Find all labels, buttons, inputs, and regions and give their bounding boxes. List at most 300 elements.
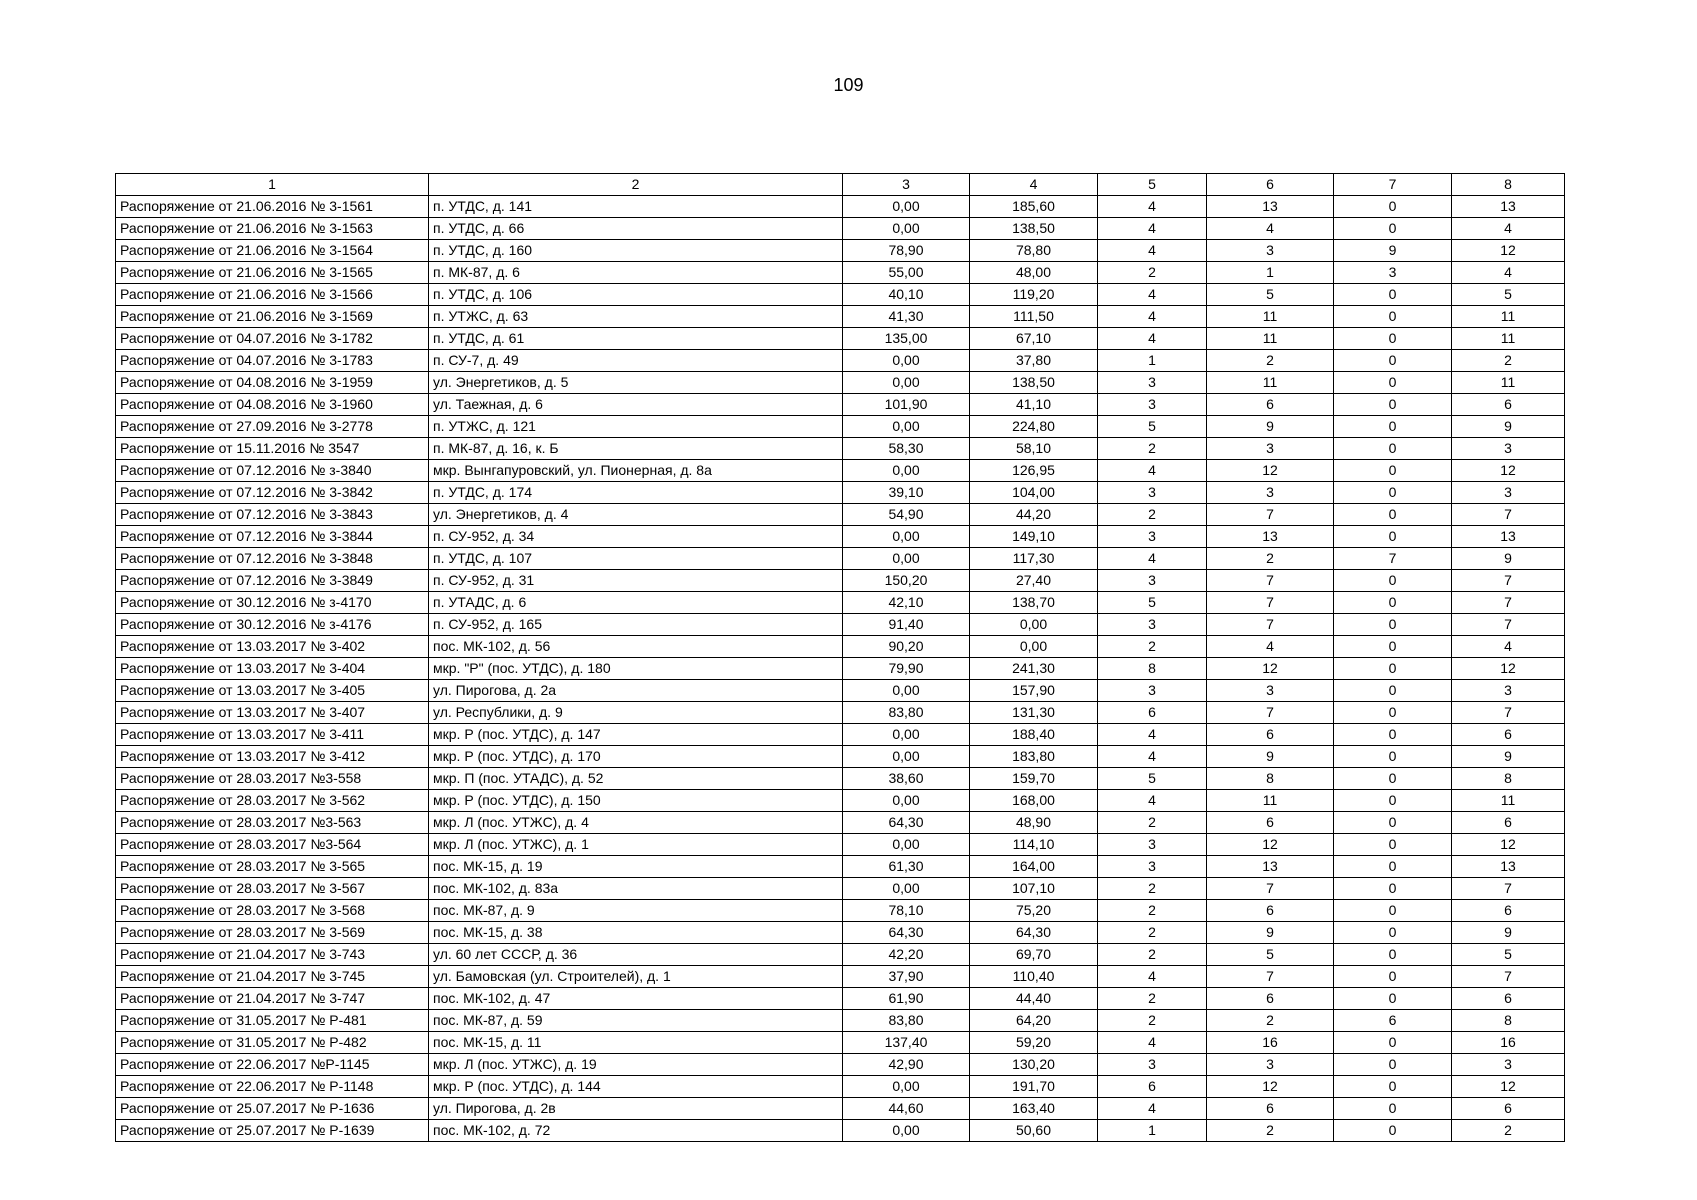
col3-cell: 78,10 [843, 900, 970, 922]
col5-cell: 2 [1098, 900, 1207, 922]
order-cell: Распоряжение от 07.12.2016 № 3-3842 [116, 482, 429, 504]
table-row [116, 570, 1565, 592]
col4-cell: 64,20 [970, 1010, 1098, 1032]
order-cell: Распоряжение от 27.09.2016 № 3-2778 [116, 416, 429, 438]
col3-cell: 55,00 [843, 262, 970, 284]
table-row [116, 988, 1565, 1010]
col7-cell: 0 [1334, 856, 1452, 878]
col6-cell: 2 [1207, 1120, 1334, 1142]
table-row [116, 834, 1565, 856]
address-cell: п. УТДС, д. 106 [429, 284, 843, 306]
col3-cell: 78,90 [843, 240, 970, 262]
col6-cell: 6 [1207, 724, 1334, 746]
order-cell: Распоряжение от 28.03.2017 №3-558 [116, 768, 429, 790]
col5-cell: 4 [1098, 240, 1207, 262]
address-cell: п. УТДС, д. 66 [429, 218, 843, 240]
col4-cell: 164,00 [970, 856, 1098, 878]
col7-cell: 0 [1334, 394, 1452, 416]
table-row [116, 394, 1565, 416]
col5-cell: 4 [1098, 548, 1207, 570]
table-row [116, 812, 1565, 834]
col6-cell: 3 [1207, 482, 1334, 504]
registry-table [115, 173, 1565, 1142]
col8-cell: 11 [1452, 790, 1565, 812]
col5-cell: 4 [1098, 284, 1207, 306]
col4-cell: 44,20 [970, 504, 1098, 526]
col7-cell: 0 [1334, 790, 1452, 812]
col5-cell: 3 [1098, 680, 1207, 702]
col5-cell: 5 [1098, 416, 1207, 438]
col6-cell: 1 [1207, 262, 1334, 284]
address-cell: п. УТДС, д. 174 [429, 482, 843, 504]
order-cell: Распоряжение от 21.06.2016 № 3-1564 [116, 240, 429, 262]
col7-cell: 0 [1334, 702, 1452, 724]
col3-cell: 0,00 [843, 526, 970, 548]
col8-cell: 3 [1452, 680, 1565, 702]
order-cell: Распоряжение от 30.12.2016 № з-4176 [116, 614, 429, 636]
col7-cell: 0 [1334, 900, 1452, 922]
col6-cell: 11 [1207, 328, 1334, 350]
col5-cell: 3 [1098, 394, 1207, 416]
address-cell: п. УТЖС, д. 63 [429, 306, 843, 328]
order-cell: Распоряжение от 28.03.2017 № 3-567 [116, 878, 429, 900]
col8-cell: 9 [1452, 746, 1565, 768]
col6-cell: 5 [1207, 944, 1334, 966]
column-header: 2 [429, 174, 843, 196]
col6-cell: 6 [1207, 1098, 1334, 1120]
order-cell: Распоряжение от 21.06.2016 № 3-1561 [116, 196, 429, 218]
col4-cell: 138,50 [970, 372, 1098, 394]
col5-cell: 2 [1098, 438, 1207, 460]
col5-cell: 2 [1098, 504, 1207, 526]
col4-cell: 44,40 [970, 988, 1098, 1010]
table-row [116, 438, 1565, 460]
address-cell: пос. МК-15, д. 38 [429, 922, 843, 944]
col8-cell: 7 [1452, 702, 1565, 724]
col5-cell: 3 [1098, 526, 1207, 548]
table-row [116, 702, 1565, 724]
col6-cell: 6 [1207, 812, 1334, 834]
col4-cell: 37,80 [970, 350, 1098, 372]
address-cell: пос. МК-15, д. 11 [429, 1032, 843, 1054]
address-cell: мкр. Р (пос. УТДС), д. 150 [429, 790, 843, 812]
col5-cell: 4 [1098, 966, 1207, 988]
col5-cell: 4 [1098, 746, 1207, 768]
col3-cell: 38,60 [843, 768, 970, 790]
table-row [116, 1120, 1565, 1142]
col3-cell: 64,30 [843, 812, 970, 834]
address-cell: ул. Энергетиков, д. 5 [429, 372, 843, 394]
address-cell: мкр. П (пос. УТАДС), д. 52 [429, 768, 843, 790]
col4-cell: 168,00 [970, 790, 1098, 812]
table-row [116, 658, 1565, 680]
col7-cell: 7 [1334, 548, 1452, 570]
col7-cell: 0 [1334, 1054, 1452, 1076]
column-header: 1 [116, 174, 429, 196]
col3-cell: 101,90 [843, 394, 970, 416]
col4-cell: 75,20 [970, 900, 1098, 922]
table-row [116, 768, 1565, 790]
order-cell: Распоряжение от 21.06.2016 № 3-1563 [116, 218, 429, 240]
address-cell: ул. Бамовская (ул. Строителей), д. 1 [429, 966, 843, 988]
table-row [116, 306, 1565, 328]
col4-cell: 126,95 [970, 460, 1098, 482]
order-cell: Распоряжение от 04.08.2016 № 3-1960 [116, 394, 429, 416]
table-row [116, 724, 1565, 746]
address-cell: мкр. Л (пос. УТЖС), д. 4 [429, 812, 843, 834]
col3-cell: 42,10 [843, 592, 970, 614]
col8-cell: 9 [1452, 922, 1565, 944]
col7-cell: 0 [1334, 592, 1452, 614]
table-row [116, 1010, 1565, 1032]
col7-cell: 0 [1334, 284, 1452, 306]
address-cell: п. УТДС, д. 61 [429, 328, 843, 350]
table-row [116, 416, 1565, 438]
col3-cell: 83,80 [843, 702, 970, 724]
col3-cell: 150,20 [843, 570, 970, 592]
col7-cell: 0 [1334, 328, 1452, 350]
address-cell: мкр. "Р" (пос. УТДС), д. 180 [429, 658, 843, 680]
col4-cell: 163,40 [970, 1098, 1098, 1120]
col5-cell: 2 [1098, 636, 1207, 658]
col4-cell: 159,70 [970, 768, 1098, 790]
col4-cell: 0,00 [970, 614, 1098, 636]
table-row [116, 460, 1565, 482]
col4-cell: 110,40 [970, 966, 1098, 988]
col3-cell: 39,10 [843, 482, 970, 504]
col4-cell: 58,10 [970, 438, 1098, 460]
col7-cell: 0 [1334, 1098, 1452, 1120]
col4-cell: 138,70 [970, 592, 1098, 614]
address-cell: п. УТДС, д. 160 [429, 240, 843, 262]
col7-cell: 0 [1334, 526, 1452, 548]
address-cell: п. СУ-952, д. 34 [429, 526, 843, 548]
order-cell: Распоряжение от 07.12.2016 № 3-3843 [116, 504, 429, 526]
column-header: 4 [970, 174, 1098, 196]
col5-cell: 3 [1098, 614, 1207, 636]
col5-cell: 1 [1098, 350, 1207, 372]
table-row [116, 218, 1565, 240]
col7-cell: 0 [1334, 812, 1452, 834]
col3-cell: 90,20 [843, 636, 970, 658]
table-row [116, 262, 1565, 284]
col8-cell: 13 [1452, 526, 1565, 548]
order-cell: Распоряжение от 28.03.2017 № 3-569 [116, 922, 429, 944]
table-row [116, 240, 1565, 262]
col4-cell: 78,80 [970, 240, 1098, 262]
col3-cell: 0,00 [843, 350, 970, 372]
order-cell: Распоряжение от 13.03.2017 № 3-411 [116, 724, 429, 746]
col5-cell: 3 [1098, 1054, 1207, 1076]
col8-cell: 2 [1452, 1120, 1565, 1142]
col6-cell: 12 [1207, 460, 1334, 482]
col6-cell: 9 [1207, 746, 1334, 768]
col6-cell: 7 [1207, 570, 1334, 592]
order-cell: Распоряжение от 31.05.2017 № Р-481 [116, 1010, 429, 1032]
table-row [116, 284, 1565, 306]
col5-cell: 2 [1098, 878, 1207, 900]
column-header: 6 [1207, 174, 1334, 196]
col8-cell: 12 [1452, 240, 1565, 262]
table-row [116, 614, 1565, 636]
col6-cell: 7 [1207, 592, 1334, 614]
order-cell: Распоряжение от 21.04.2017 № 3-747 [116, 988, 429, 1010]
table-row [116, 856, 1565, 878]
col3-cell: 0,00 [843, 834, 970, 856]
col7-cell: 0 [1334, 482, 1452, 504]
address-cell: пос. МК-87, д. 59 [429, 1010, 843, 1032]
col3-cell: 0,00 [843, 790, 970, 812]
order-cell: Распоряжение от 07.12.2016 № з-3840 [116, 460, 429, 482]
col8-cell: 2 [1452, 350, 1565, 372]
col4-cell: 149,10 [970, 526, 1098, 548]
col8-cell: 7 [1452, 614, 1565, 636]
col7-cell: 0 [1334, 768, 1452, 790]
col4-cell: 114,10 [970, 834, 1098, 856]
col3-cell: 0,00 [843, 460, 970, 482]
col3-cell: 44,60 [843, 1098, 970, 1120]
col6-cell: 13 [1207, 196, 1334, 218]
col4-cell: 157,90 [970, 680, 1098, 702]
col3-cell: 64,30 [843, 922, 970, 944]
table-row [116, 922, 1565, 944]
table-row [116, 482, 1565, 504]
address-cell: мкр. Р (пос. УТДС), д. 147 [429, 724, 843, 746]
col3-cell: 0,00 [843, 680, 970, 702]
col8-cell: 9 [1452, 416, 1565, 438]
address-cell: ул. 60 лет СССР, д. 36 [429, 944, 843, 966]
col6-cell: 11 [1207, 372, 1334, 394]
col8-cell: 6 [1452, 988, 1565, 1010]
table-row [116, 1054, 1565, 1076]
col4-cell: 67,10 [970, 328, 1098, 350]
col8-cell: 13 [1452, 196, 1565, 218]
col6-cell: 7 [1207, 702, 1334, 724]
col5-cell: 6 [1098, 702, 1207, 724]
order-cell: Распоряжение от 31.05.2017 № Р-482 [116, 1032, 429, 1054]
col3-cell: 135,00 [843, 328, 970, 350]
col5-cell: 6 [1098, 1076, 1207, 1098]
col3-cell: 0,00 [843, 1076, 970, 1098]
order-cell: Распоряжение от 21.04.2017 № 3-743 [116, 944, 429, 966]
col5-cell: 4 [1098, 790, 1207, 812]
col4-cell: 241,30 [970, 658, 1098, 680]
column-header: 7 [1334, 174, 1452, 196]
col7-cell: 0 [1334, 570, 1452, 592]
col7-cell: 0 [1334, 834, 1452, 856]
order-cell: Распоряжение от 25.07.2017 № Р-1639 [116, 1120, 429, 1142]
col3-cell: 0,00 [843, 746, 970, 768]
col4-cell: 27,40 [970, 570, 1098, 592]
col3-cell: 0,00 [843, 548, 970, 570]
address-cell: ул. Республики, д. 9 [429, 702, 843, 724]
address-cell: мкр. Л (пос. УТЖС), д. 1 [429, 834, 843, 856]
order-cell: Распоряжение от 28.03.2017 №3-564 [116, 834, 429, 856]
col8-cell: 12 [1452, 1076, 1565, 1098]
col3-cell: 91,40 [843, 614, 970, 636]
order-cell: Распоряжение от 21.06.2016 № 3-1566 [116, 284, 429, 306]
table-row [116, 196, 1565, 218]
col4-cell: 48,90 [970, 812, 1098, 834]
col8-cell: 7 [1452, 570, 1565, 592]
col6-cell: 7 [1207, 966, 1334, 988]
col8-cell: 6 [1452, 812, 1565, 834]
col8-cell: 4 [1452, 636, 1565, 658]
col6-cell: 6 [1207, 394, 1334, 416]
col5-cell: 8 [1098, 658, 1207, 680]
col7-cell: 0 [1334, 372, 1452, 394]
col6-cell: 7 [1207, 878, 1334, 900]
order-cell: Распоряжение от 07.12.2016 № 3-3849 [116, 570, 429, 592]
col5-cell: 4 [1098, 306, 1207, 328]
col8-cell: 11 [1452, 372, 1565, 394]
col3-cell: 0,00 [843, 878, 970, 900]
order-cell: Распоряжение от 22.06.2017 №Р-1145 [116, 1054, 429, 1076]
col4-cell: 117,30 [970, 548, 1098, 570]
col5-cell: 2 [1098, 1010, 1207, 1032]
col3-cell: 0,00 [843, 1120, 970, 1142]
table-row [116, 746, 1565, 768]
order-cell: Распоряжение от 28.03.2017 № 3-562 [116, 790, 429, 812]
col5-cell: 1 [1098, 1120, 1207, 1142]
col7-cell: 0 [1334, 306, 1452, 328]
col8-cell: 16 [1452, 1032, 1565, 1054]
address-cell: пос. МК-102, д. 47 [429, 988, 843, 1010]
col5-cell: 2 [1098, 988, 1207, 1010]
table-row [116, 548, 1565, 570]
col7-cell: 0 [1334, 460, 1452, 482]
col8-cell: 12 [1452, 460, 1565, 482]
order-cell: Распоряжение от 21.06.2016 № 3-1569 [116, 306, 429, 328]
table-row [116, 636, 1565, 658]
column-header: 3 [843, 174, 970, 196]
address-cell: ул. Таежная, д. 6 [429, 394, 843, 416]
col5-cell: 4 [1098, 1098, 1207, 1120]
table-row [116, 328, 1565, 350]
col3-cell: 79,90 [843, 658, 970, 680]
address-cell: п. СУ-7, д. 49 [429, 350, 843, 372]
col5-cell: 4 [1098, 218, 1207, 240]
col8-cell: 12 [1452, 658, 1565, 680]
col8-cell: 12 [1452, 834, 1565, 856]
table-row [116, 680, 1565, 702]
col6-cell: 3 [1207, 680, 1334, 702]
col8-cell: 3 [1452, 438, 1565, 460]
col3-cell: 0,00 [843, 372, 970, 394]
col5-cell: 4 [1098, 724, 1207, 746]
col6-cell: 2 [1207, 1010, 1334, 1032]
col5-cell: 3 [1098, 834, 1207, 856]
col3-cell: 42,20 [843, 944, 970, 966]
col6-cell: 2 [1207, 350, 1334, 372]
col6-cell: 11 [1207, 306, 1334, 328]
col4-cell: 224,80 [970, 416, 1098, 438]
address-cell: пос. МК-102, д. 72 [429, 1120, 843, 1142]
col7-cell: 0 [1334, 350, 1452, 372]
table-header-row [116, 174, 1565, 196]
address-cell: п. УТЖС, д. 121 [429, 416, 843, 438]
col8-cell: 3 [1452, 482, 1565, 504]
table-row [116, 900, 1565, 922]
col4-cell: 69,70 [970, 944, 1098, 966]
col8-cell: 8 [1452, 768, 1565, 790]
col4-cell: 41,10 [970, 394, 1098, 416]
col4-cell: 50,60 [970, 1120, 1098, 1142]
col6-cell: 6 [1207, 988, 1334, 1010]
col6-cell: 6 [1207, 900, 1334, 922]
col7-cell: 0 [1334, 504, 1452, 526]
address-cell: п. УТДС, д. 107 [429, 548, 843, 570]
order-cell: Распоряжение от 22.06.2017 № Р-1148 [116, 1076, 429, 1098]
address-cell: п. УТДС, д. 141 [429, 196, 843, 218]
col4-cell: 104,00 [970, 482, 1098, 504]
col7-cell: 0 [1334, 196, 1452, 218]
col3-cell: 0,00 [843, 218, 970, 240]
col6-cell: 3 [1207, 1054, 1334, 1076]
col4-cell: 131,30 [970, 702, 1098, 724]
col7-cell: 0 [1334, 680, 1452, 702]
col7-cell: 3 [1334, 262, 1452, 284]
address-cell: мкр. Вынгапуровский, ул. Пионерная, д. 8а [429, 460, 843, 482]
col6-cell: 16 [1207, 1032, 1334, 1054]
col8-cell: 4 [1452, 262, 1565, 284]
order-cell: Распоряжение от 21.04.2017 № 3-745 [116, 966, 429, 988]
col5-cell: 4 [1098, 460, 1207, 482]
order-cell: Распоряжение от 28.03.2017 № 3-568 [116, 900, 429, 922]
col8-cell: 7 [1452, 592, 1565, 614]
col4-cell: 185,60 [970, 196, 1098, 218]
col6-cell: 4 [1207, 218, 1334, 240]
col8-cell: 8 [1452, 1010, 1565, 1032]
col6-cell: 13 [1207, 856, 1334, 878]
address-cell: ул. Пирогова, д. 2в [429, 1098, 843, 1120]
col5-cell: 5 [1098, 592, 1207, 614]
table-row [116, 504, 1565, 526]
table-row [116, 944, 1565, 966]
column-header: 5 [1098, 174, 1207, 196]
address-cell: мкр. Р (пос. УТДС), д. 170 [429, 746, 843, 768]
address-cell: п. МК-87, д. 6 [429, 262, 843, 284]
order-cell: Распоряжение от 13.03.2017 № 3-405 [116, 680, 429, 702]
col7-cell: 6 [1334, 1010, 1452, 1032]
col6-cell: 9 [1207, 922, 1334, 944]
address-cell: п. СУ-952, д. 31 [429, 570, 843, 592]
col8-cell: 7 [1452, 504, 1565, 526]
col8-cell: 11 [1452, 328, 1565, 350]
address-cell: ул. Энергетиков, д. 4 [429, 504, 843, 526]
table-row [116, 350, 1565, 372]
col8-cell: 4 [1452, 218, 1565, 240]
table-row [116, 592, 1565, 614]
col4-cell: 191,70 [970, 1076, 1098, 1098]
col7-cell: 0 [1334, 218, 1452, 240]
table-row [116, 966, 1565, 988]
col4-cell: 138,50 [970, 218, 1098, 240]
col7-cell: 0 [1334, 1076, 1452, 1098]
table-row [116, 526, 1565, 548]
col7-cell: 0 [1334, 416, 1452, 438]
col7-cell: 9 [1334, 240, 1452, 262]
order-cell: Распоряжение от 07.12.2016 № 3-3848 [116, 548, 429, 570]
col6-cell: 8 [1207, 768, 1334, 790]
address-cell: пос. МК-102, д. 56 [429, 636, 843, 658]
col8-cell: 7 [1452, 966, 1565, 988]
address-cell: пос. МК-87, д. 9 [429, 900, 843, 922]
col8-cell: 6 [1452, 724, 1565, 746]
address-cell: пос. МК-15, д. 19 [429, 856, 843, 878]
col4-cell: 48,00 [970, 262, 1098, 284]
col4-cell: 64,30 [970, 922, 1098, 944]
